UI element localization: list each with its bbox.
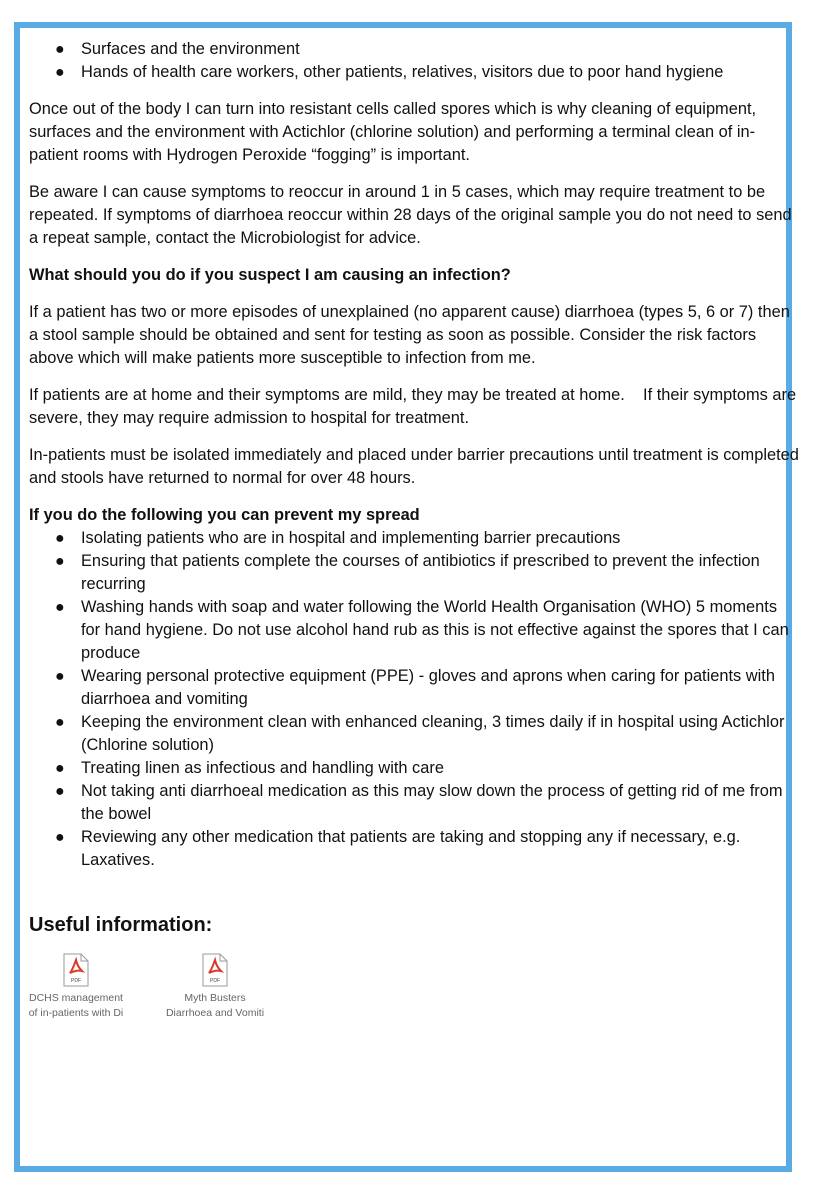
stool-sample-paragraph: If a patient has two or more episodes of unexplained (no apparent cause) diarrhoea (types 5, 6 or 7) then a stool sample should be obtained and sent for testing as soon as possible. Consider the risk factors above which will make patients more susceptible to infection from me. [29, 303, 790, 367]
suspect-infection-heading: What should you do if you suspect I am causing an infection? [29, 266, 511, 284]
bullet-icon: ● [55, 599, 65, 616]
pdf-icon [201, 953, 229, 987]
list-item: ● Isolating patients who are in hospital and implementing barrier precautions [29, 527, 799, 550]
recurrence-paragraph: Be aware I can cause symptoms to reoccur in around 1 in 5 cases, which may require treatment to be repeated. If symptoms of diarrhoea reoccur within 28 days of the original sample you do not need to send a repeat sample, contact the Microbiologist for advice. [29, 183, 792, 247]
list-item: ● Washing hands with soap and water following the World Health Organisation (WHO) 5 moments for hand hygiene. Do not use alcohol hand rub as this is not effective against the spores that I can produce [55, 598, 789, 662]
prevent-spread-heading: If you do the following you can prevent my spread [29, 506, 420, 524]
attachment-label-line1: DCHS management [29, 992, 123, 1004]
attachment-dchs-management[interactable] [11, 953, 141, 1021]
list-item: ● Ensuring that patients complete the courses of antibiotics if prescribed to prevent the infection recurring [55, 552, 760, 593]
list-item: ● Treating linen as infectious and handling with care [29, 757, 799, 780]
list-item: ● Wearing personal protective equipment (PPE) - gloves and aprons when caring for patients with diarrhoea and vomiting [55, 667, 775, 708]
spores-paragraph: Once out of the body I can turn into resistant cells called spores which is why cleaning of equipment, surfaces and the environment with Actichlor (chlorine solution) and performing a terminal clean of in-patient rooms with Hydrogen Peroxide “fogging” is important. [29, 100, 757, 164]
attachment-myth-busters[interactable] [150, 953, 280, 1021]
list-item: ● Reviewing any other medication that patients are taking and stopping any if necessary, e.g. Laxatives. [55, 828, 741, 869]
bullet-icon: ● [55, 41, 65, 58]
bullet-icon: ● [55, 64, 65, 81]
bullet-icon: ● [55, 668, 65, 685]
bullet-icon: ● [55, 553, 65, 570]
bullet-icon: ● [55, 829, 65, 846]
bullet-icon: ● [55, 714, 65, 731]
document-content [29, 38, 799, 1043]
svg-text:PDF: PDF [210, 978, 220, 984]
useful-information-heading: Useful information: [29, 914, 213, 936]
bullet-icon: ● [55, 760, 65, 777]
list-item: ● Surfaces and the environment [29, 38, 799, 61]
svg-text:PDF: PDF [71, 978, 81, 984]
pdf-icon [62, 953, 90, 987]
attachment-label-line2: of in-patients with Di [28, 1007, 124, 1019]
list-item: ● Keeping the environment clean with enhanced cleaning, 3 times daily if in hospital using Actichlor (Chlorine solution) [55, 713, 785, 754]
attachment-label-line2: Diarrhoea and Vomiti [165, 1007, 265, 1019]
list-item: ● Not taking anti diarrhoeal medication as this may slow down the process of getting rid of me from the bowel [55, 782, 783, 823]
prevention-bullet-list [29, 527, 799, 872]
bullet-icon: ● [55, 783, 65, 800]
transmission-bullet-list [29, 38, 799, 84]
home-treatment-paragraph: If patients are at home and their symptoms are mild, they may be treated at home. If their symptoms are severe, they may require admission to hospital for treatment. [29, 386, 801, 427]
bullet-icon: ● [55, 530, 65, 547]
attachments-row [29, 953, 799, 1043]
list-item: ● Hands of health care workers, other patients, relatives, visitors due to poor hand hygiene [29, 61, 799, 84]
attachment-label-line1: Myth Busters [184, 992, 246, 1004]
isolation-paragraph: In-patients must be isolated immediately and placed under barrier precautions until treatment is completed and stools have returned to normal for over 48 hours. [29, 446, 799, 487]
